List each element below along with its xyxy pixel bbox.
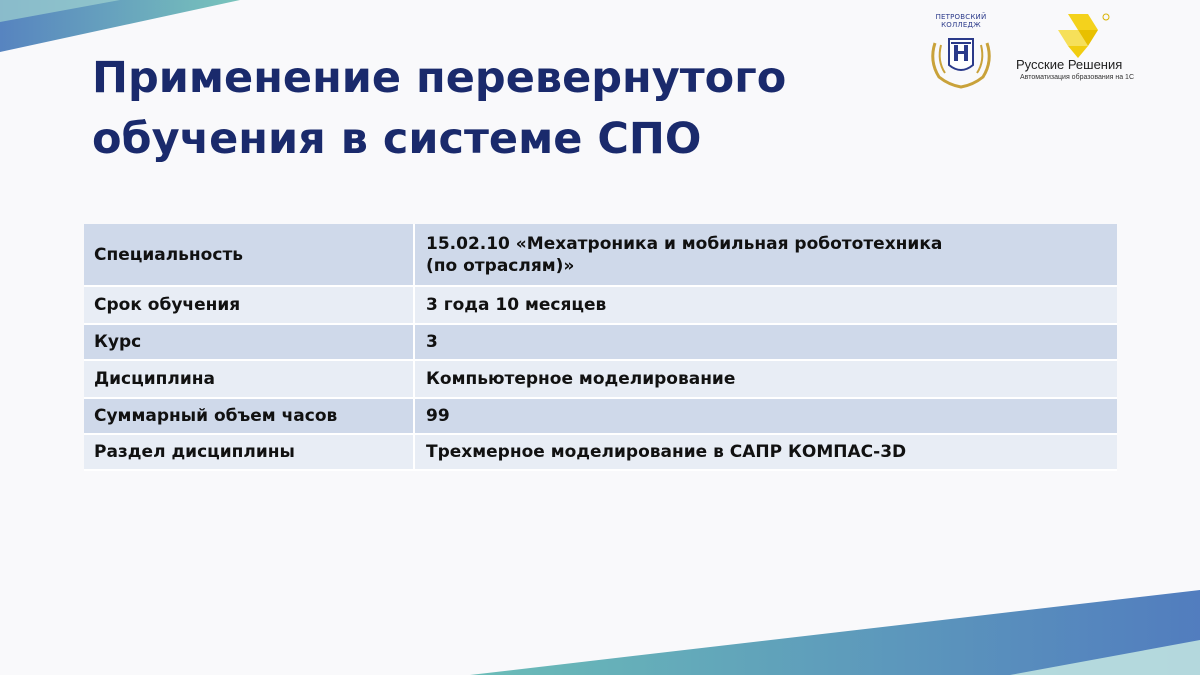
row-label: Курс [84, 325, 415, 361]
slide-title-line-2: обучения в системе СПО [92, 114, 702, 164]
row-value-line: 15.02.10 «Мехатроника и мобильная робототехника [426, 233, 943, 254]
yellow-cube-logo-icon [1046, 12, 1114, 60]
row-label: Дисциплина [84, 361, 415, 399]
row-label: Раздел дисциплины [84, 435, 415, 471]
row-label: Суммарный объем часов [84, 399, 415, 435]
college-name-line-1: ПЕТРОВСКИЙ [935, 13, 987, 21]
row-value: 99 [415, 399, 1117, 435]
slide-title-line-1: Применение перевернутого [92, 53, 787, 103]
table-row-section [84, 435, 1117, 471]
russkie-resheniya-tagline: Автоматизация образования на 1С [1020, 74, 1135, 81]
college-name [925, 13, 997, 29]
russkie-resheniya-name: Русские Решения [1016, 57, 1123, 72]
row-value: Трехмерное моделирование в САПР КОМПАС-3D [415, 435, 1117, 471]
row-value-line: (по отраслям)» [426, 255, 575, 276]
row-value [415, 224, 1117, 287]
table-row-duration [84, 287, 1117, 325]
table-row-discipline [84, 361, 1117, 399]
course-info-table [84, 224, 1117, 471]
college-name-line-2: КОЛЛЕДЖ [941, 21, 981, 29]
row-value: 3 года 10 месяцев [415, 287, 1117, 325]
table-row-course [84, 325, 1117, 361]
row-value: Компьютерное моделирование [415, 361, 1117, 399]
row-label: Срок обучения [84, 287, 415, 325]
row-value: 3 [415, 325, 1117, 361]
row-label: Специальность [84, 224, 415, 287]
slide-title [92, 48, 892, 170]
table-row-specialty [84, 224, 1117, 287]
table-row-hours [84, 399, 1117, 435]
